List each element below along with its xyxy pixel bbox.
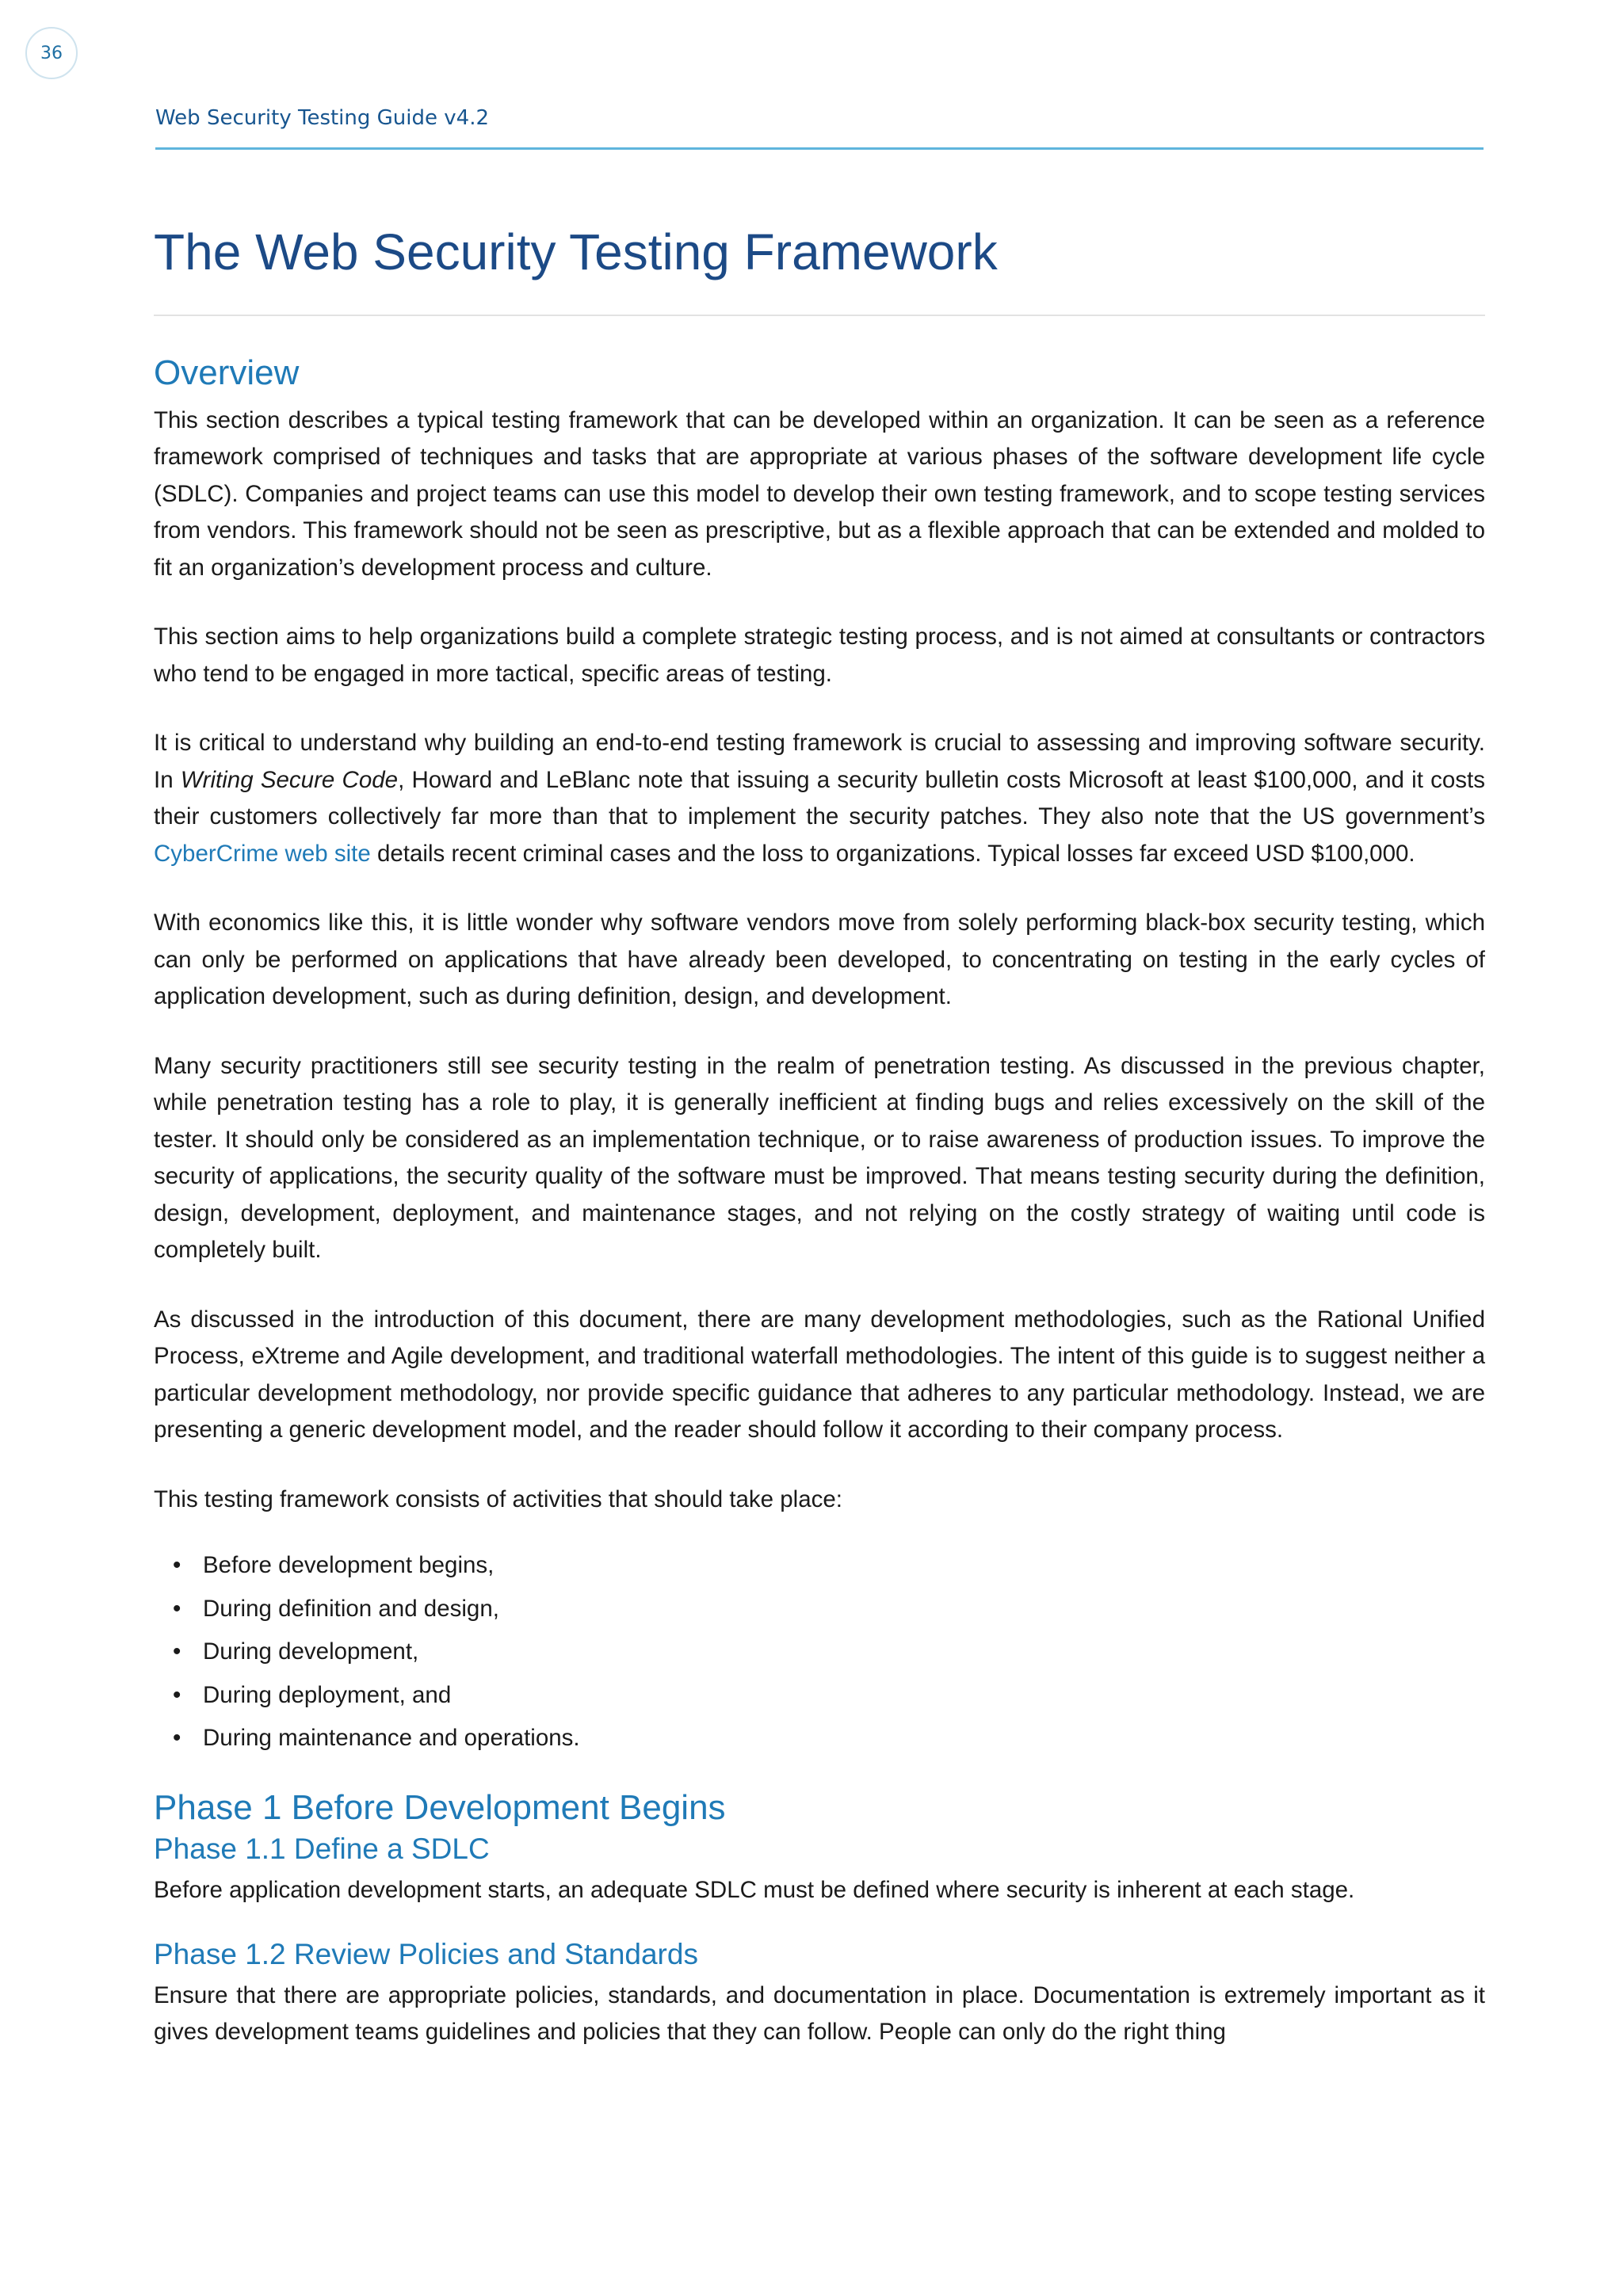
overview-heading: Overview [154,353,300,392]
list-item [154,1544,1485,1588]
paragraph-3-text-c: details recent criminal cases and the loss to organizations. Typical losses far exceed USD $100,000. [370,840,1415,867]
page-number: 36 [25,27,78,79]
overview-paragraph-5: Many security practitioners still see security testing in the realm of penetration testing. As discussed in the previous chapter, while penetration testing has a role to play, it is generally inefficient at finding bugs and relies excessively on the skill of the tester. It should only be considered as an implementation technique, or to raise awareness of production issues. To improve the security of applications, the security quality of the software must be improved. That means testing security during the definition, design, development, deployment, and maintenance stages, and not relying on the costly strategy of waiting until code is completely built. [154,1052,1485,1264]
overview-paragraph-2: This section aims to help organizations build a complete strategic testing process, and is not aimed at consultants or contractors who tend to be engaged in more tactical, specific areas of testing. [154,624,1485,687]
list-item-text: During deployment, and [203,1681,452,1708]
overview-paragraph-4: With economics like this, it is little wonder why software vendors move from solely performing black-box security testing, which can only be performed on applications that have already been developed, to concentrating on testing in the early cycles of application development, such as during definition, design, and development. [154,910,1485,1010]
list-item [154,1717,1485,1760]
list-item [154,1674,1485,1718]
chapter-title: The Web Security Testing Framework [154,223,998,280]
book-title: Writing Secure Code [180,766,399,793]
cybercrime-link[interactable]: CyberCrime web site [154,840,371,867]
header-rule [155,147,1484,150]
paragraph-3-text-a: It is critical to understand why building an end-to-end testing framework is crucial to assessing and improving software security. In [154,730,1485,793]
bullet-icon: • [173,1595,181,1622]
overview-paragraph-3 [154,725,1485,872]
list-item-text: During definition and design, [203,1595,499,1622]
phase-1-2-text: Ensure that there are appropriate policies, standards, and documentation in place. Documentation is extremely important as it gives development teams guidelines and policies that they can follow. People can only do the right thing [154,1981,1485,2046]
overview-paragraph-6: As discussed in the introduction of this document, there are many development methodologies, such as the Rational Unified Process, eXtreme and Agile development, and traditional waterfall methodologies. The intent of this guide is to suggest neither a particular development methodology, nor provide specific guidance that adheres to any particular methodology. Instead, we are presenting a generic development model, and the reader should follow it according to their company process. [154,1306,1485,1444]
overview-paragraph-7: This testing framework consists of activities that should take place: [154,1486,842,1512]
title-divider [154,315,1485,316]
paragraph-3-text-b: , Howard and LeBlanc note that issuing a security bulletin costs Microsoft at least $100,000, and it costs their customers collectively far more than that to implement the security patches. They also note that the US government’s [154,766,1485,830]
page-content [154,222,1485,2084]
bullet-icon: • [173,1681,181,1708]
phase-1-2-heading: Phase 1.2 Review Policies and Standards [154,1938,698,1971]
phase-1-1-heading: Phase 1.1 Define a SDLC [154,1833,490,1866]
bullet-icon: • [173,1552,181,1579]
running-header: Web Security Testing Guide v4.2 [155,106,490,130]
overview-paragraph-1: This section describes a typical testing framework that can be developed within an organization. It can be seen as a reference framework comprised of techniques and tasks that are appropriate at various phases of the software development life cycle (SDLC). Companies and project teams can use this model to develop their own testing framework, and to scope testing services from vendors. This framework should not be seen as prescriptive, but as a flexible approach that can be extended and molded to fit an organization’s development process and culture. [154,406,1485,581]
list-item-text: Before development begins, [203,1552,495,1579]
activities-list [154,1544,1485,1760]
list-item [154,1630,1485,1674]
list-item [154,1588,1485,1631]
list-item-text: During development, [203,1638,419,1665]
list-item-text: During maintenance and operations. [203,1725,580,1752]
phase-1-heading: Phase 1 Before Development Begins [154,1787,726,1827]
bullet-icon: • [173,1638,181,1665]
bullet-icon: • [173,1725,181,1752]
phase-1-1-text: Before application development starts, an adequate SDLC must be defined where security is inherent at each stage. [154,1876,1355,1903]
